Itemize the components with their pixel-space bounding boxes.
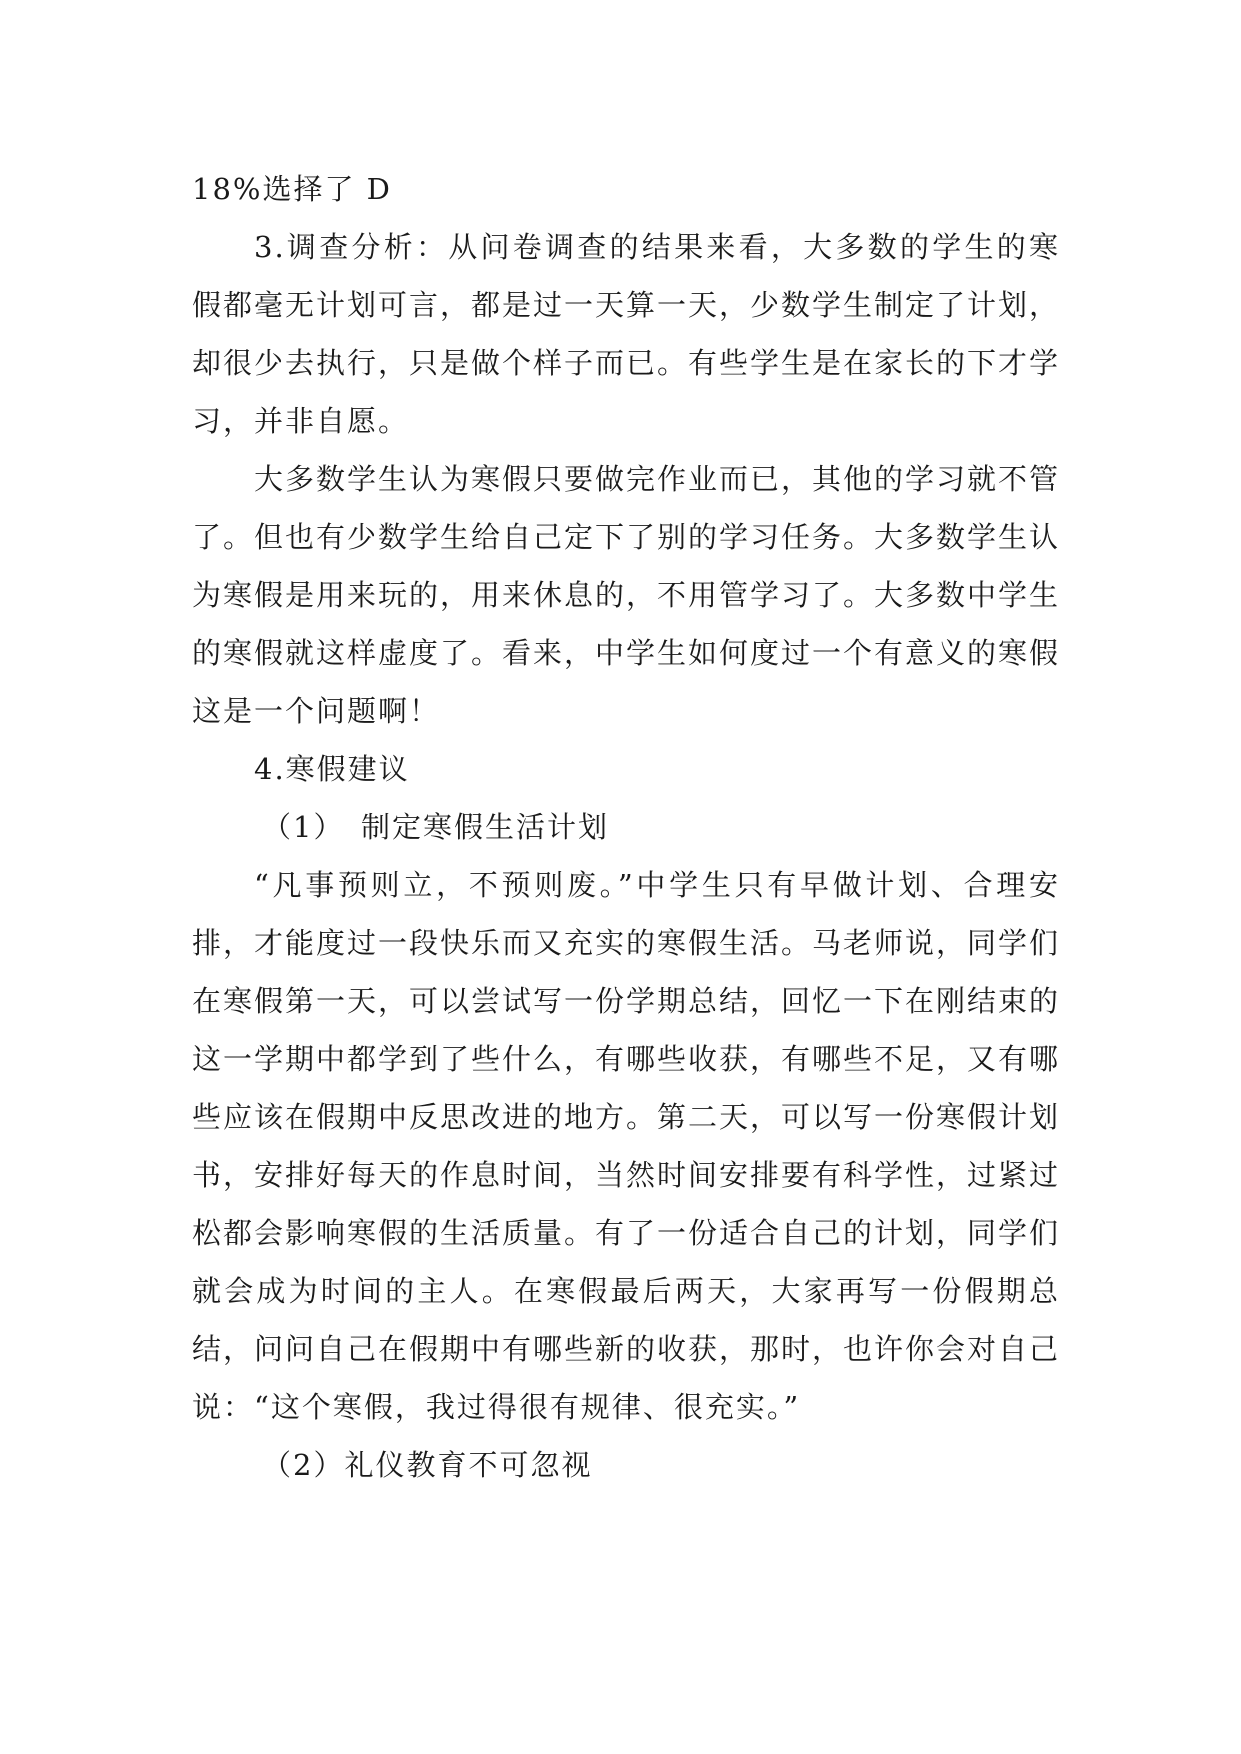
subheading-make-plan: （1） 制定寒假生活计划: [262, 810, 609, 844]
paragraph-survey-result: 18%选择了 D: [192, 172, 392, 206]
document-body: [192, 160, 1060, 1494]
section-heading-suggestions: 4.寒假建议: [254, 752, 410, 786]
paragraph-plan-advice: “凡事预则立，不预则废。”中学生只有早做计划、合理安排，才能度过一段快乐而又充实的寒假生活。马老师说，同学们在寒假第一天，可以尝试写一份学期总结，回忆一下在刚结束的这一学期中都学到了些什么，有哪些收获，有哪些不足，又有哪些应该在假期中反思改进的地方。第二天，可以写一份寒假计划书，安排好每天的作息时间，当然时间安排要有科学性，过紧过松都会影响寒假的生活质量。有了一份适合自己的计划，同学们就会成为时间的主人。在寒假最后两天，大家再写一份假期总结，问问自己在假期中有哪些新的收获，那时，也许你会对自己说：“这个寒假，我过得很有规律、很充实。”: [192, 868, 1061, 1424]
subheading-etiquette: （2）礼仪教育不可忽视: [262, 1448, 593, 1482]
paragraph-survey-analysis: 3.调查分析：从问卷调查的结果来看，大多数的学生的寒假都毫无计划可言，都是过一天算一天，少数学生制定了计划，却很少去执行，只是做个样子而已。有些学生是在家长的下才学习，并非自愿。: [192, 230, 1061, 438]
paragraph-student-views: 大多数学生认为寒假只要做完作业而已，其他的学习就不管了。但也有少数学生给自己定下了别的学习任务。大多数学生认为寒假是用来玩的，用来休息的，不用管学习了。大多数中学生的寒假就这样虚度了。看来，中学生如何度过一个有意义的寒假这是一个问题啊！: [192, 462, 1061, 728]
